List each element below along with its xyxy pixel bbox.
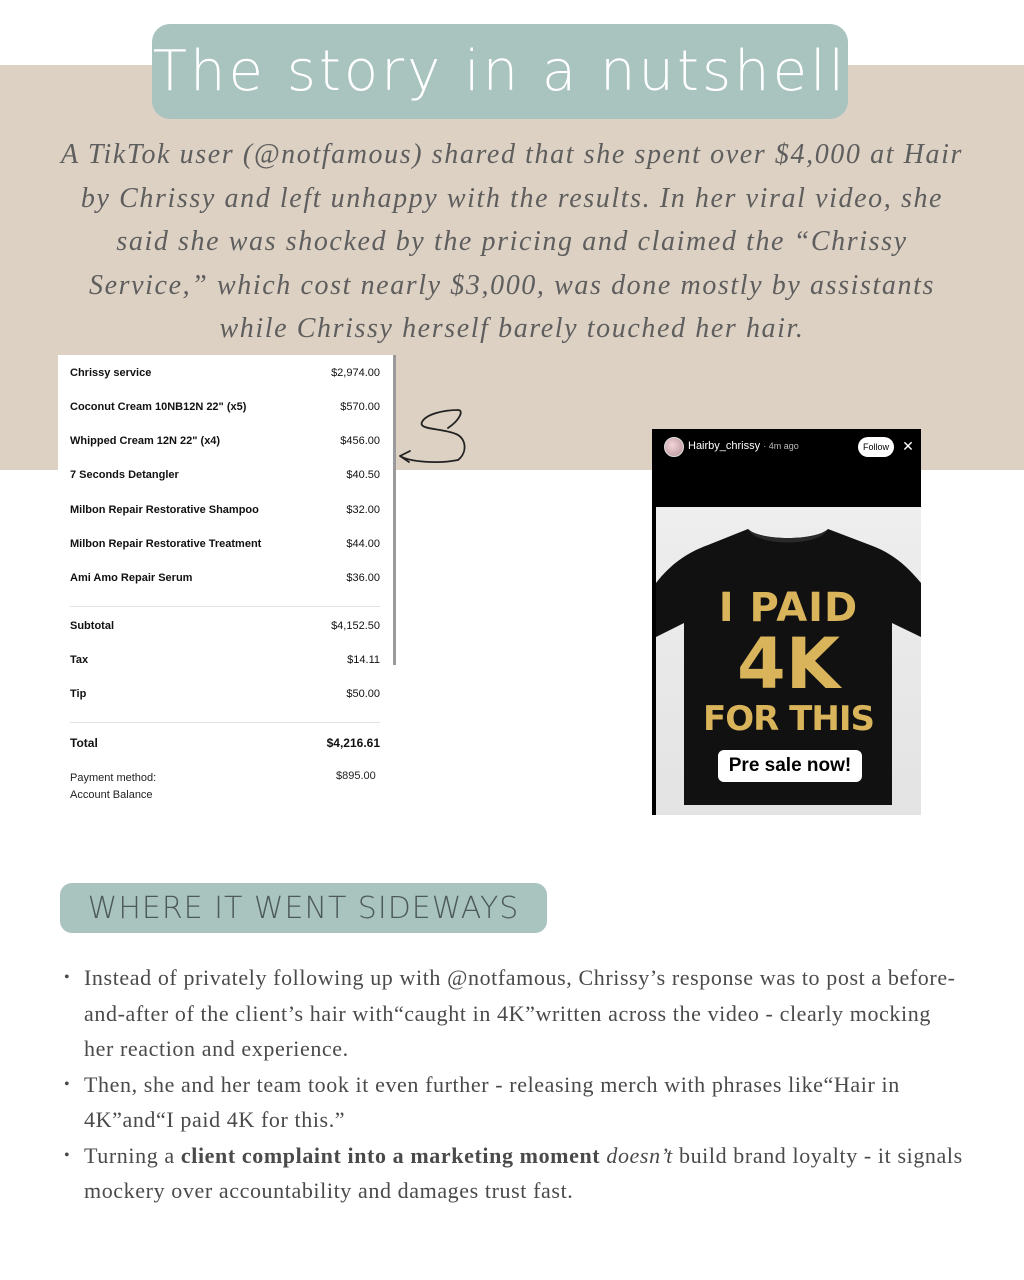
receipt-divider	[70, 722, 380, 723]
receipt-row	[70, 401, 380, 413]
shirt-text-line1: I PAID	[718, 585, 859, 631]
receipt-item-label: Whipped Cream 12N 22" (x4)	[70, 435, 221, 447]
receipt-item-amount: $456.00	[340, 435, 380, 447]
bullet-text: Turning a	[84, 1142, 181, 1168]
receipt-item-amount: $2,974.00	[331, 367, 380, 379]
list-item: • Instead of privately following up with @notfamous, Chrissy’s response was to post a before-and-after of the client’s hair with“caught in 4K”written across the video - clearly mocking her reaction and experience.	[64, 960, 964, 1067]
receipt-row	[70, 435, 380, 447]
receipt-row	[70, 572, 380, 584]
story-username[interactable]	[688, 440, 799, 452]
presale-sticker[interactable]: Pre sale now!	[718, 750, 862, 782]
curly-arrow-icon	[398, 402, 470, 466]
shirt-text-line2: 4K	[737, 623, 840, 705]
page-title: The story in a nutshell	[152, 39, 848, 104]
receipt-item-amount: $40.50	[346, 469, 380, 481]
receipt-item-amount: $32.00	[346, 504, 380, 516]
story-header	[652, 429, 921, 465]
tip-amount: $50.00	[346, 688, 380, 700]
payment-method-label	[70, 770, 156, 804]
username-text: Hairby_chrissy	[688, 440, 761, 452]
receipt-item-amount: $44.00	[346, 538, 380, 550]
tax-amount: $14.11	[347, 654, 380, 666]
receipt-item-label: Chrissy service	[70, 367, 152, 379]
list-item: • Then, she and her team took it even further - releasing merch with phrases like“Hair in 4K”and“I paid 4K for this.”	[64, 1067, 964, 1138]
total-label: Total	[70, 736, 98, 750]
receipt-item-label: Coconut Cream 10NB12N 22" (x5)	[70, 401, 247, 413]
receipt-screenshot	[58, 355, 396, 810]
payment-method-line: Account Balance	[70, 789, 153, 801]
receipt-row	[70, 538, 380, 550]
story-screenshot	[652, 429, 921, 815]
title-banner	[152, 24, 848, 119]
tax-label: Tax	[70, 654, 89, 666]
receipt-row	[70, 469, 380, 481]
tip-label: Tip	[70, 688, 87, 700]
receipt-row	[70, 367, 380, 379]
list-item	[64, 1138, 964, 1209]
receipt-tax-row	[70, 654, 380, 666]
receipt-subtotal-row	[70, 620, 380, 632]
intro-paragraph: A TikTok user (@notfamous) shared that she spent over $4,000 at Hair by Chrissy and left unhappy with the results. In her viral video, she said she was shocked by the pricing and claimed the “Chrissy Service,” which cost nearly $3,000, was done mostly by assistants while Chrissy herself barely touched her hair.	[61, 139, 963, 344]
receipt-total-row	[70, 736, 380, 750]
receipt-item-label: 7 Seconds Detangler	[70, 469, 179, 481]
receipt-item-label: Milbon Repair Restorative Shampoo	[70, 504, 259, 516]
bullet-italic-text: doesn’t	[606, 1142, 673, 1168]
receipt-item-amount: $36.00	[346, 572, 380, 584]
follow-button[interactable]: Follow	[858, 437, 894, 457]
subtotal-amount: $4,152.50	[331, 620, 380, 632]
section-heading-banner	[60, 883, 547, 933]
payment-method-line: Payment method:	[70, 772, 157, 784]
receipt-divider	[70, 606, 380, 607]
total-amount: $4,216.61	[326, 736, 380, 750]
receipt-scrollbar	[393, 355, 396, 665]
bullet-bold-text: client complaint into a marketing moment	[180, 1142, 601, 1168]
receipt-item-label: Milbon Repair Restorative Treatment	[70, 538, 262, 550]
receipt-item-amount: $570.00	[340, 401, 380, 413]
subtotal-label: Subtotal	[70, 620, 114, 632]
section-heading: WHERE IT WENT SIDEWAYS	[87, 890, 520, 926]
close-icon[interactable]: ✕	[902, 439, 914, 455]
receipt-tip-row	[70, 688, 380, 700]
bullet-text: build brand loyalty - it signals mockery over accountability and damages trust fast.	[84, 1142, 963, 1203]
story-time: · 4m ago	[763, 441, 799, 451]
bullet-list	[64, 960, 964, 1209]
receipt-item-label: Ami Amo Repair Serum	[70, 572, 193, 584]
payment-amount: $895.00	[336, 770, 376, 782]
tshirt-photo	[656, 507, 921, 815]
receipt-row	[70, 504, 380, 516]
shirt-text-line3: FOR THIS	[703, 699, 874, 739]
avatar[interactable]	[664, 437, 684, 457]
